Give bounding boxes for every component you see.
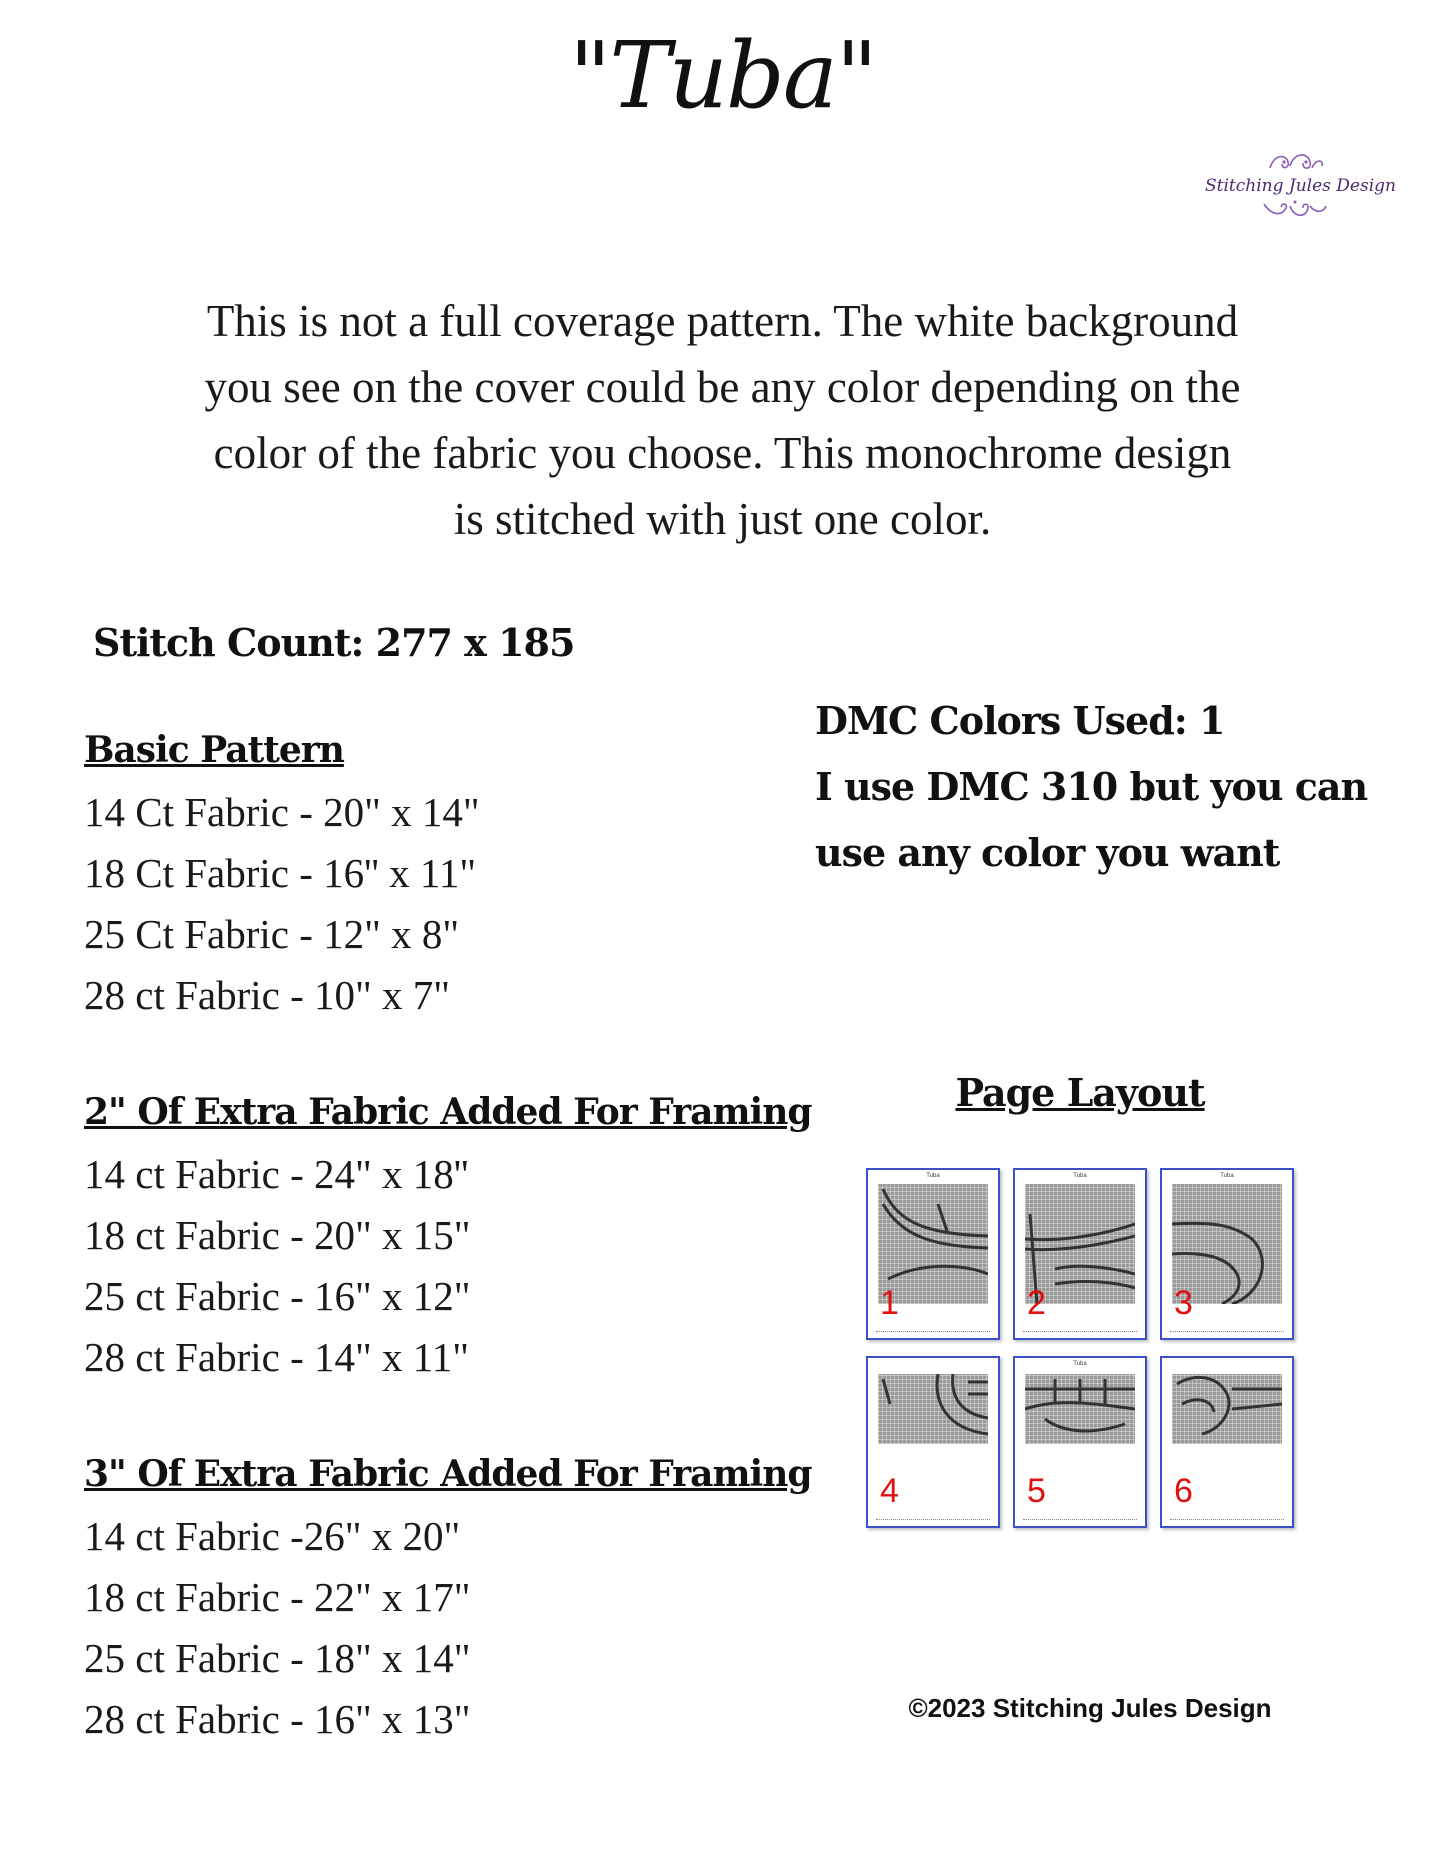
brand-logo <box>1205 148 1396 240</box>
thumbnail-title: Tuba <box>1073 1173 1087 1179</box>
fabric-size-row: 25 ct Fabric - 16" x 12" <box>84 1273 471 1319</box>
fabric-size-row: 28 ct Fabric - 16" x 13" <box>84 1696 471 1742</box>
dmc-line: I use DMC 310 but you can <box>815 764 1368 809</box>
fabric-size-row: 28 ct Fabric - 10" x 7" <box>84 972 450 1018</box>
fabric-size-row: 14 Ct Fabric - 20" x 14" <box>84 789 480 835</box>
page-number: 6 <box>1174 1472 1193 1510</box>
tuba-outline-icon <box>878 1374 988 1444</box>
basic-pattern-section <box>84 718 804 1026</box>
page-number: 1 <box>880 1284 899 1322</box>
fabric-size-row: 25 Ct Fabric - 12" x 8" <box>84 911 460 957</box>
logo-text: Stitching Jules Design <box>1205 176 1396 196</box>
page-footer <box>1170 1331 1284 1334</box>
dmc-line: use any color you want <box>815 830 1280 875</box>
fabric-size-row: 18 ct Fabric - 22" x 17" <box>84 1574 471 1620</box>
page-thumbnail-1 <box>866 1168 1000 1340</box>
fabric-size-row: 14 ct Fabric - 24" x 18'' <box>84 1151 469 1197</box>
intro-line: is stitched with just one color. <box>453 494 992 544</box>
fabric-size-row: 25 ct Fabric - 18" x 14" <box>84 1635 471 1681</box>
dmc-colors-info <box>815 688 1367 886</box>
intro-line: color of the fabric you choose. This monochrome design <box>213 428 1232 478</box>
page-title: "Tuba" <box>569 22 876 129</box>
page-number: 5 <box>1027 1472 1046 1510</box>
extra-2in-section <box>84 1080 812 1388</box>
page-footer <box>876 1331 990 1334</box>
page-footer <box>1023 1519 1137 1522</box>
page-thumbnail-2 <box>1013 1168 1147 1340</box>
fabric-size-row: 14 ct Fabric -26" x 20" <box>84 1513 461 1559</box>
page-number: 2 <box>1027 1284 1046 1322</box>
page-footer <box>1023 1331 1137 1334</box>
tuba-outline-icon <box>1025 1374 1135 1444</box>
pattern-grid <box>1172 1374 1282 1444</box>
copyright-notice: ©2023 Stitching Jules Design <box>908 1693 1272 1723</box>
fabric-size-row: 28 ct Fabric - 14" x 11" <box>84 1334 469 1380</box>
swirl-ornament-icon <box>1260 148 1330 174</box>
fabric-size-row: 18 ct Fabric - 20" x 15" <box>84 1212 471 1258</box>
page-thumbnail-3 <box>1160 1168 1294 1340</box>
swirl-ornament-icon <box>1260 198 1330 220</box>
extra-3in-section <box>84 1442 812 1750</box>
thumbnail-title: Tuba <box>1220 1173 1234 1179</box>
page-number: 3 <box>1174 1284 1193 1322</box>
stitch-count: Stitch Count: 277 x 185 <box>93 620 575 665</box>
page-footer <box>876 1519 990 1522</box>
page-footer <box>1170 1519 1284 1522</box>
section-heading: 2" Of Extra Fabric Added For Framing <box>84 1091 812 1133</box>
intro-line: This is not a full coverage pattern. The white background <box>206 296 1239 346</box>
tuba-outline-icon <box>1172 1374 1282 1444</box>
pattern-grid <box>878 1374 988 1444</box>
thumbnail-title: Tuba <box>926 1173 940 1179</box>
intro-line: you see on the cover could be any color depending on the <box>204 362 1241 412</box>
section-heading: Basic Pattern <box>84 729 344 771</box>
intro-paragraph <box>150 288 1295 552</box>
thumbnail-title: Tuba <box>1073 1361 1087 1367</box>
page-layout-heading: Page Layout <box>955 1070 1205 1115</box>
dmc-line: DMC Colors Used: 1 <box>815 698 1225 743</box>
pattern-grid <box>1025 1374 1135 1444</box>
page-thumbnail-5 <box>1013 1356 1147 1528</box>
page-thumbnail-6 <box>1160 1356 1294 1528</box>
page-number: 4 <box>880 1472 899 1510</box>
page-thumbnail-4 <box>866 1356 1000 1528</box>
section-heading: 3" Of Extra Fabric Added For Framing <box>84 1453 812 1495</box>
fabric-size-row: 18 Ct Fabric - 16'' x 11" <box>84 850 477 896</box>
